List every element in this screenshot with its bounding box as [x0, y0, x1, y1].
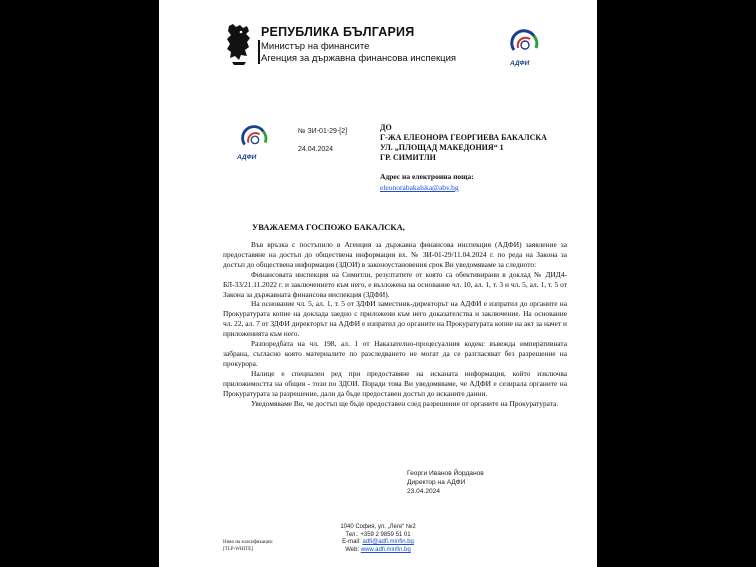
header-divider [258, 40, 260, 64]
classification-value: [TLP-WHITE] [223, 547, 253, 552]
recipient-email-label: Адрес на електронна поща: [380, 172, 474, 181]
reference-logo [237, 124, 271, 161]
document-page [159, 0, 597, 567]
footer-web-label: Web: [345, 546, 360, 553]
salutation: УВАЖАЕМА ГОСПОЖО БАКАЛСКА, [252, 222, 405, 232]
ministry-line: Министър на финансите [261, 41, 370, 52]
adfi-logo [506, 28, 542, 67]
signature-title: Директор на АДФИ [407, 479, 466, 486]
reference-logo-text: АДФИ [237, 154, 257, 161]
recipient-city: ГР. СИМИТЛИ [380, 153, 436, 162]
footer-web-row [309, 547, 447, 555]
classification-label: Ниво на класификация: [223, 540, 274, 545]
reference-number: № ЗИ-01-29-[2] [298, 128, 348, 135]
body-paragraph: Във връзка с постъпило в Агенция за държавна финансова инспекция (АДФИ) заявление за предоставяне на достъп до обществена информация вх. № ЗИ-01-29/11.04.2024 г. по реда на Закона за достъп до обществена информация (ЗДОИ) в законоустановения срок Ви уведомяваме за следното: [223, 240, 567, 269]
footer-email-label: E-mail: [342, 539, 361, 546]
reference-date: 24.04.2024 [298, 146, 334, 153]
body-paragraph: Уведомяваме Ви, че достъп ще бъде предоставен след разрешение от органите на Прокуратурата. [251, 398, 559, 408]
adfi-logo-text: АДФИ [510, 60, 530, 67]
recipient-name: Г-ЖА ЕЛЕОНОРА ГЕОРГИЕВА БАКАЛСКА [380, 133, 547, 142]
adfi-logo-icon [506, 28, 542, 58]
footer-phone: Тел.: +359 2 9859 51 01 [345, 531, 411, 538]
body-paragraph: На основание чл. 5, ал. 1, т. 5 от ЗДФИ заместник-директорът на АДФИ е изпратил до органите на Прокуратурата копие на доклада заедно с приложени към него доказателства и заключение. На основание чл. 22, ал. 7 от ЗДФИ директорът на АДФИ е изпратил до органите на Прокуратурата копие на акт за начет и приложенията към него. [223, 299, 567, 339]
footer-email-link[interactable]: adfi@adfi.minfin.bg [362, 539, 414, 546]
coat-of-arms-icon [223, 22, 255, 66]
recipient-to: ДО [380, 123, 392, 132]
signature-name: Георги Иванов Йорданов [407, 470, 484, 477]
footer [309, 524, 447, 554]
letter-body [223, 240, 567, 408]
reference-logo-icon [237, 124, 271, 152]
body-paragraph: Финансовата инспекция на Симитли, резултатите от която са обективирани в доклад № ДИД4-БЛ-33/21.11.2022 г. и заключението към него, е възложена на основание чл. 10, ал. 1, т. 3 и чл. 5, ал. 1, т. 5 от Закона за държавната финансова инспекция (ЗДФИ). [223, 269, 567, 299]
body-paragraph: Налице е специален ред при предоставяне на исканата информация, който изключва приложимостта на общия - този по ЗДОИ. Поради това Ви уведомяваме, че АДФИ е сезирала органите на Прокуратурата за разрешение, дали да бъде предоставен достъп до исканите данни. [223, 368, 567, 398]
republic-title: РЕПУБЛИКА БЪЛГАРИЯ [261, 25, 415, 39]
footer-address: 1040 София, ул. „Леге“ №2 [340, 524, 416, 530]
agency-line: Агенция за държавна финансова инспекция [261, 53, 457, 64]
signature-date: 23.04.2024 [407, 488, 441, 495]
recipient-email-link[interactable]: eleonorabakalska@abv.bg [380, 183, 459, 192]
recipient-street: УЛ. „ПЛОЩАД МАКЕДОНИЯ“ 1 [380, 143, 504, 152]
footer-email-row [309, 539, 447, 547]
footer-web-link[interactable]: www.adfi.minfin.bg [360, 546, 411, 553]
body-paragraph: Разпоредбата на чл. 198, ал. 1 от Наказателно-процесуалния кодекс въвежда императивната забрана, съгласно която материалите по разследването не могат да се разгласяват без разрешение на прокурора. [223, 339, 567, 368]
